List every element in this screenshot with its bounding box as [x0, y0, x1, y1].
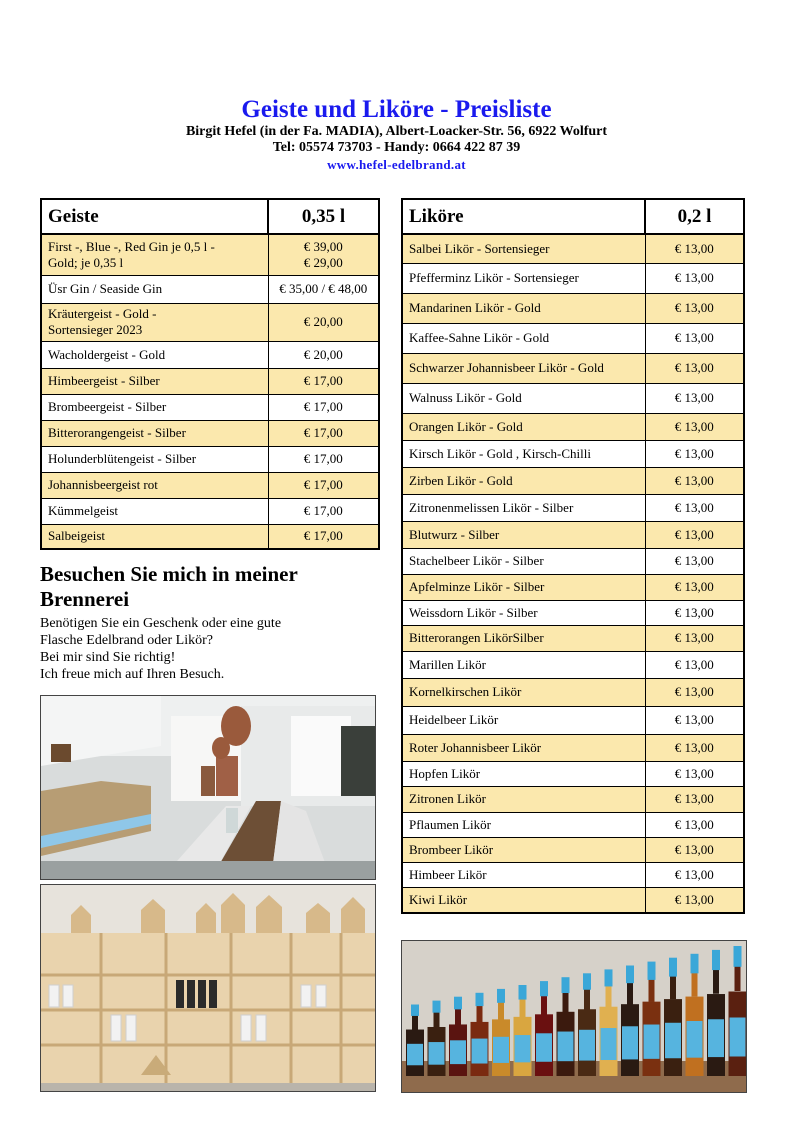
product-name: Bitterorangengeist - Silber [41, 420, 268, 446]
table-row [402, 574, 744, 600]
page-header [0, 96, 793, 173]
table-row [402, 761, 744, 786]
product-name: Pflaumen Likör [402, 812, 645, 837]
geiste-header-row [41, 199, 379, 234]
likoere-header-row [402, 199, 744, 234]
table-row [41, 303, 379, 341]
product-price: € 20,00 [268, 341, 379, 368]
product-price: € 13,00 [645, 383, 744, 413]
visit-text-line: Flasche Edelbrand oder Likör? [40, 633, 213, 648]
table-row [402, 263, 744, 293]
product-name: Kräutergeist - Gold - Sortensieger 2023 [41, 303, 268, 341]
table-row [402, 706, 744, 734]
table-row [402, 353, 744, 383]
product-price: € 17,00 [268, 524, 379, 549]
product-price: € 13,00 [645, 467, 744, 494]
product-price: € 13,00 [645, 651, 744, 678]
likoere-header-price: 0,2 l [645, 199, 744, 234]
product-price: € 13,00 [645, 293, 744, 323]
table-row [402, 548, 744, 574]
visit-text-line: Ich freue mich auf Ihren Besuch. [40, 667, 225, 682]
product-name: Heidelbeer Likör [402, 706, 645, 734]
product-price: € 35,00 / € 48,00 [268, 275, 379, 303]
table-row [402, 625, 744, 651]
geiste-header-name: Geiste [41, 199, 268, 234]
table-row [41, 498, 379, 524]
product-price: € 13,00 [645, 887, 744, 913]
product-name: Brombeergeist - Silber [41, 394, 268, 420]
table-row [402, 293, 744, 323]
product-price: € 17,00 [268, 446, 379, 472]
product-price: € 13,00 [645, 786, 744, 812]
product-price: € 13,00 [645, 706, 744, 734]
product-name: Zirben Likör - Gold [402, 467, 645, 494]
product-price: € 13,00 [645, 521, 744, 548]
product-price: € 13,00 [645, 263, 744, 293]
product-price: € 13,00 [645, 234, 744, 263]
table-row [402, 734, 744, 761]
table-row [41, 446, 379, 472]
product-name: Stachelbeer Likör - Silber [402, 548, 645, 574]
geiste-header-price: 0,35 l [268, 199, 379, 234]
product-name: Holunderblütengeist - Silber [41, 446, 268, 472]
product-name: First -, Blue -, Red Gin je 0,5 l - Gold; je 0,35 l [41, 234, 268, 275]
product-price: € 13,00 [645, 548, 744, 574]
product-price: € 13,00 [645, 413, 744, 440]
product-price: € 13,00 [645, 862, 744, 887]
product-price: € 13,00 [645, 625, 744, 651]
product-name: Salbei Likör - Sortensieger [402, 234, 645, 263]
product-price: € 20,00 [268, 303, 379, 341]
table-row [402, 600, 744, 625]
product-name: Orangen Likör - Gold [402, 413, 645, 440]
product-name: Zitronen Likör [402, 786, 645, 812]
product-price: € 13,00 [645, 761, 744, 786]
website-link[interactable]: www.hefel-edelbrand.at [327, 157, 466, 172]
table-row [402, 862, 744, 887]
table-row [41, 275, 379, 303]
product-price: € 13,00 [645, 837, 744, 862]
product-name: Zitronenmelissen Likör - Silber [402, 494, 645, 521]
table-row [402, 323, 744, 353]
table-row [402, 234, 744, 263]
table-row [41, 234, 379, 275]
product-name: Hopfen Likör [402, 761, 645, 786]
product-name: Schwarzer Johannisbeer Likör - Gold [402, 353, 645, 383]
likoere-price-table [401, 198, 745, 914]
product-name: Himbeer Likör [402, 862, 645, 887]
tasting-room-photo [40, 695, 376, 880]
table-row [402, 786, 744, 812]
product-price: € 13,00 [645, 323, 744, 353]
table-row [402, 521, 744, 548]
product-name: Brombeer Likör [402, 837, 645, 862]
visit-text-line: Benötigen Sie ein Geschenk oder eine gute [40, 616, 282, 631]
address-line: Birgit Hefel (in der Fa. MADIA), Albert-Loacker-Str. 56, 6922 Wolfurt [185, 124, 608, 139]
product-price: € 13,00 [645, 440, 744, 467]
table-row [402, 678, 744, 706]
page-title: Geiste und Liköre - Preisliste [241, 96, 552, 123]
product-price: € 13,00 [645, 574, 744, 600]
product-name: Weissdorn Likör - Silber [402, 600, 645, 625]
product-name: Kaffee-Sahne Likör - Gold [402, 323, 645, 353]
table-row [41, 524, 379, 549]
table-row [41, 472, 379, 498]
product-name: Kiwi Likör [402, 887, 645, 913]
product-name: Mandarinen Likör - Gold [402, 293, 645, 323]
product-price: € 17,00 [268, 368, 379, 394]
product-name: Bitterorangen LikörSilber [402, 625, 645, 651]
table-row [402, 887, 744, 913]
product-name: Blutwurz - Silber [402, 521, 645, 548]
product-price: € 13,00 [645, 812, 744, 837]
product-name: Kornelkirschen Likör [402, 678, 645, 706]
table-row [402, 837, 744, 862]
product-price: € 17,00 [268, 498, 379, 524]
product-price: € 17,00 [268, 394, 379, 420]
product-name: Johannisbeergeist rot [41, 472, 268, 498]
product-price: € 17,00 [268, 472, 379, 498]
table-row [402, 413, 744, 440]
product-name: Himbeergeist - Silber [41, 368, 268, 394]
table-row [41, 341, 379, 368]
table-row [41, 394, 379, 420]
product-price: € 39,00 € 29,00 [268, 234, 379, 275]
likoere-header-name: Liköre [402, 199, 645, 234]
table-row [402, 467, 744, 494]
product-name: Apfelminze Likör - Silber [402, 574, 645, 600]
product-price: € 13,00 [645, 678, 744, 706]
product-price: € 13,00 [645, 353, 744, 383]
product-price: € 17,00 [268, 420, 379, 446]
table-row [402, 812, 744, 837]
product-name: Kümmelgeist [41, 498, 268, 524]
product-name: Pfefferminz Likör - Sortensieger [402, 263, 645, 293]
shop-shelves-photo [40, 884, 376, 1092]
table-row [41, 420, 379, 446]
geiste-price-table [40, 198, 380, 550]
product-name: Kirsch Likör - Gold , Kirsch-Chilli [402, 440, 645, 467]
product-name: Üsr Gin / Seaside Gin [41, 275, 268, 303]
table-row [41, 368, 379, 394]
visit-heading: Besuchen Sie mich in meiner Brennerei [40, 562, 298, 611]
visit-text [40, 615, 380, 683]
product-name: Marillen Likör [402, 651, 645, 678]
product-name: Wacholdergeist - Gold [41, 341, 268, 368]
table-row [402, 383, 744, 413]
table-row [402, 440, 744, 467]
product-price: € 13,00 [645, 494, 744, 521]
product-name: Roter Johannisbeer Likör [402, 734, 645, 761]
product-name: Salbeigeist [41, 524, 268, 549]
table-row [402, 651, 744, 678]
bottles-photo [401, 940, 747, 1093]
visit-text-line: Bei mir sind Sie richtig! [40, 650, 176, 665]
product-price: € 13,00 [645, 734, 744, 761]
product-name: Walnuss Likör - Gold [402, 383, 645, 413]
product-price: € 13,00 [645, 600, 744, 625]
phone-line: Tel: 05574 73703 - Handy: 0664 422 87 39 [272, 140, 521, 155]
table-row [402, 494, 744, 521]
